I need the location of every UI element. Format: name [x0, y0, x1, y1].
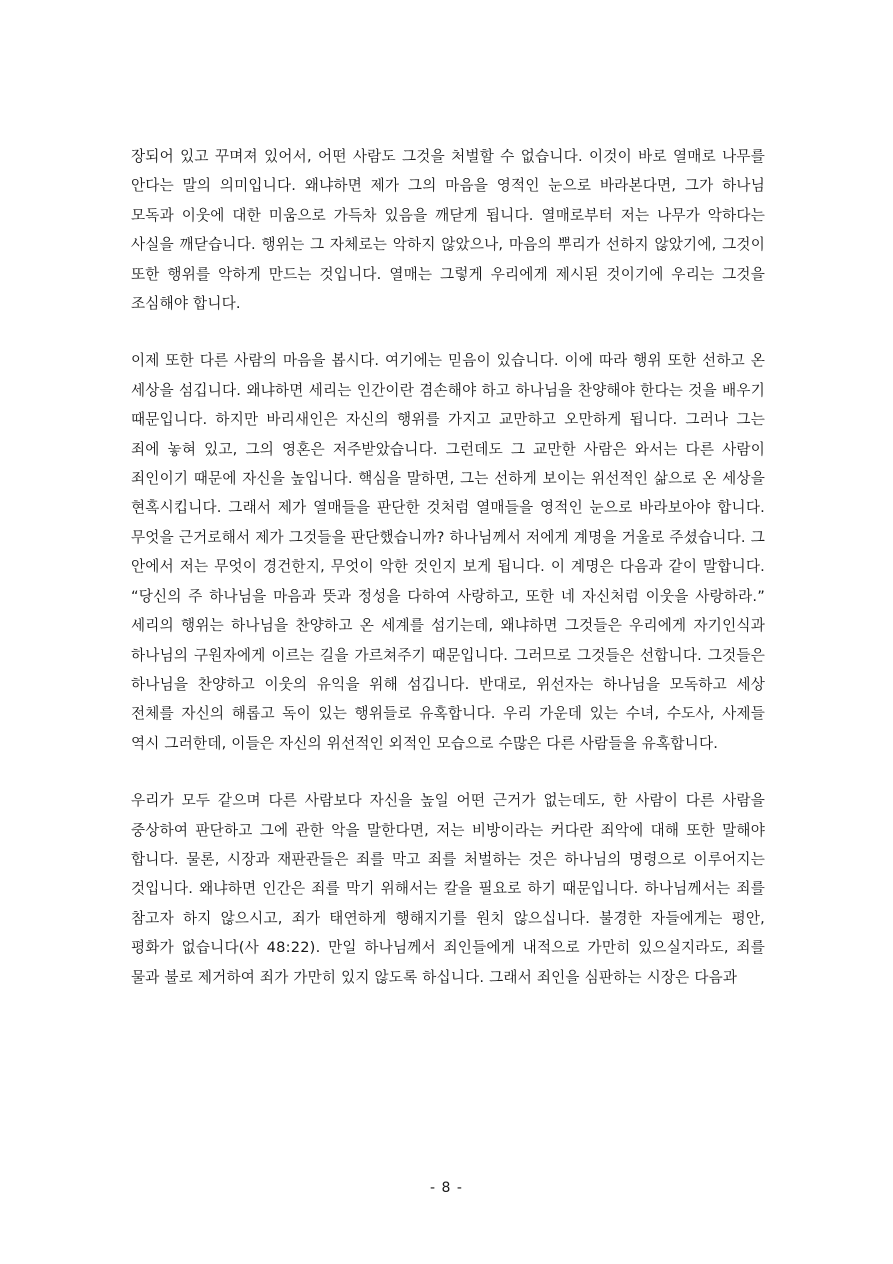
page-number: - 8 - [430, 1180, 463, 1196]
body-text [131, 142, 765, 1020]
paragraph-2: 이제 또한 다른 사람의 마음을 봅시다. 여기에는 믿음이 있습니다. 이에 따라 행위 또한 선하고 온 세상을 섬깁니다. 왜냐하면 세리는 인간이란 겸손해야 하고 하나님을 찬양해야 한다는 것을 배우기 때문입니다. 하지만 바리새인은 자신의 행위를 가지고 교만하고 오만하게 됩니다. 그러나 그는 죄에 놓혀 있고, 그의 영혼은 저주받았습니다. 그런데도 그 교만한 사람은 와서는 다른 사람이 죄인이기 때문에 자신을 높입니다. 핵심을 말하면, 그는 선하게 보이는 위선적인 삶으로 온 세상을 현혹시킵니다. 그래서 제가 열매들을 판단한 것처럼 열매들을 영적인 눈으로 바라보아야 합니다. 무엇을 근거로해서 제가 그것들을 판단했습니까? 하나님께서 저에게 계명을 거울로 주셨습니다. 그 안에서 저는 무엇이 경건한지, 무엇이 악한 것인지 보게 됩니다. 이 계명은 다음과 같이 말합니다. “당신의 주 하나님을 마음과 뜻과 정성을 다하여 사랑하고, 또한 네 자신처럼 이웃을 사랑하라.” 세리의 행위는 하나님을 찬양하고 온 세계를 섬기는데, 왜냐하면 그것들은 우리에게 자기인식과 하나님의 구원자에게 이르는 길을 가르쳐주기 때문입니다. 그러므로 그것들은 선합니다. 그것들은 하나님을 찬양하고 이웃의 유익을 위해 섬깁니다. 반대로, 위선자는 하나님을 모독하고 세상 전체를 자신의 해롭고 독이 있는 행위들로 유혹합니다. 우리 가운데 있는 수녀, 수도사, 사제들 역시 그러한데, 이들은 자신의 위선적인 외적인 모습으로 수많은 다른 사람들을 유혹합니다. [131, 352, 765, 752]
paragraph-1: 장되어 있고 꾸며져 있어서, 어떤 사람도 그것을 처벌할 수 없습니다. 이것이 바로 열매로 나무를 안다는 말의 의미입니다. 왜냐하면 제가 그의 마음을 영적인 눈으로 바라본다면, 그가 하나님 모독과 이웃에 대한 미움으로 가득차 있음을 깨닫게 됩니다. 열매로부터 저는 나무가 악하다는 사실을 깨닫습니다. 행위는 그 자체로는 악하지 않았으나, 마음의 뿌리가 선하지 않았기에, 그것이 또한 행위를 악하게 만드는 것입니다. 열매는 그렇게 우리에게 제시된 것이기에 우리는 그것을 조심해야 합니다. [131, 148, 765, 313]
paragraph-3: 우리가 모두 같으며 다른 사람보다 자신을 높일 어떤 근거가 없는데도, 한 사람이 다른 사람을 중상하여 판단하고 그에 관한 악을 말한다면, 저는 비방이라는 커다란 죄악에 대해 또한 말해야 합니다. 물론, 시장과 재판관들은 죄를 막고 죄를 처벌하는 것은 하나님의 명령으로 이루어지는 것입니다. 왜냐하면 인간은 죄를 막기 위해서는 칼을 필요로 하기 때문입니다. 하나님께서는 죄를 참고자 하지 않으시고, 죄가 태연하게 행해지기를 원치 않으십니다. 불경한 자들에게는 평안, 평화가 없습니다(사 48:22). 만일 하나님께서 죄인들에게 내적으로 가만히 있으실지라도, 죄를 물과 불로 제거하여 죄가 가만히 있지 않도록 하십니다. 그래서 죄인을 심판하는 시장은 다음과 [131, 792, 765, 986]
